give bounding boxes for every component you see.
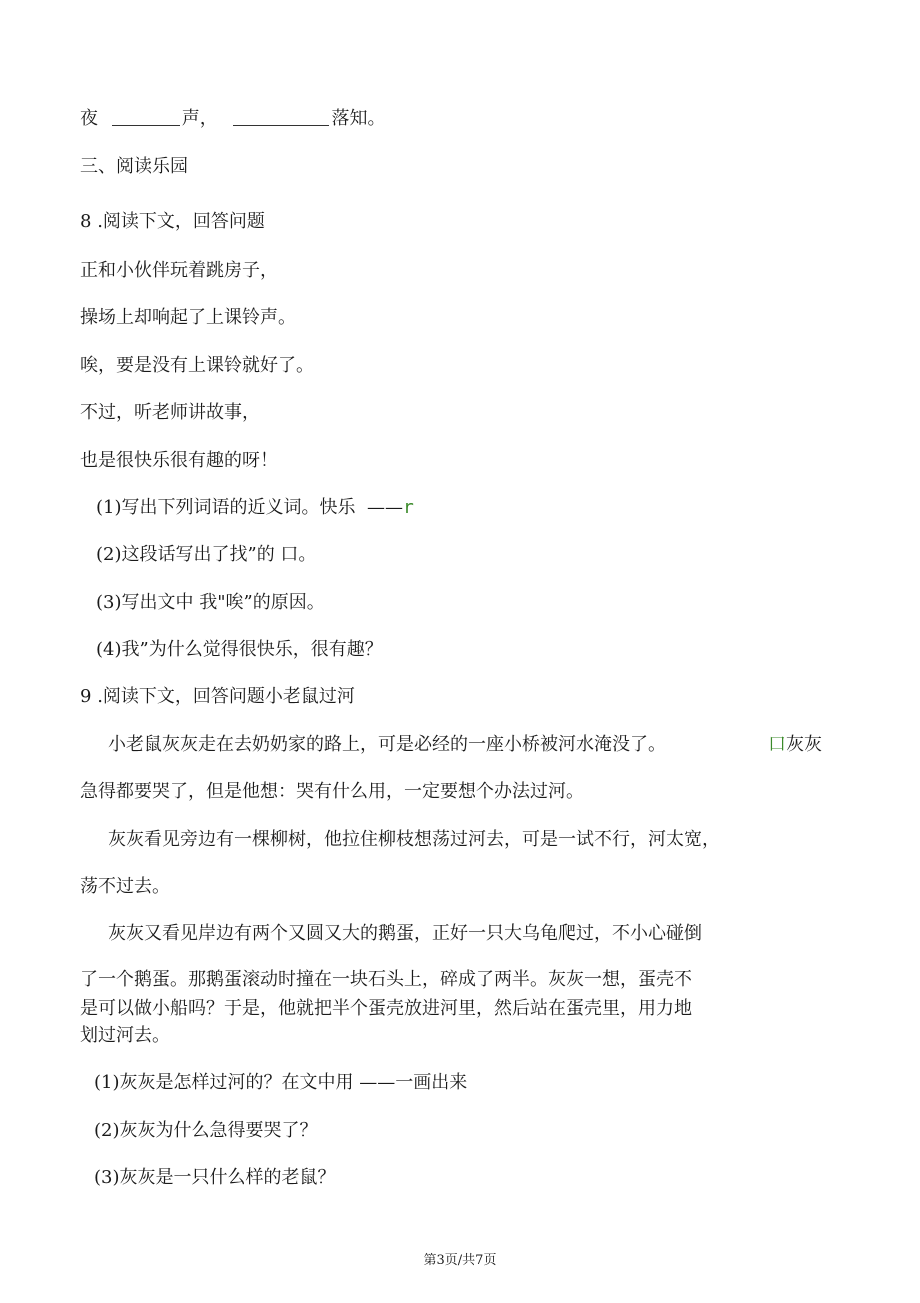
q8-sub-2: (2)这段话写出了找”的 口。 [96, 544, 317, 565]
q9-sub-3: (3)灰灰是一只什么样的老鼠？ [94, 1167, 336, 1188]
paragraph-text: 灰灰 [786, 734, 822, 755]
fill-blank-2[interactable] [233, 109, 329, 126]
poem-word-a: 夜 [80, 108, 98, 129]
poem-line: 操场上却响起了上课铃声。 [80, 307, 296, 328]
q8-sub-4: (4)我”为什么觉得很快乐，很有趣？ [96, 639, 383, 660]
q8-sub-3: (3)写出文中 我"唉”的原因。 [96, 592, 325, 613]
question-number: 8 [80, 211, 92, 232]
question-number: 9 [80, 686, 92, 707]
paragraph-line: 是可以做小船吗？于是，他就把半个蛋壳放进河里，然后站在蛋壳里，用力地 [80, 998, 692, 1019]
question-8-stem [80, 210, 265, 234]
q8-sub-1 [96, 496, 414, 520]
fill-blank-1[interactable] [112, 109, 180, 126]
paragraph-line: 灰灰看见旁边有一棵柳树，他拉住柳枝想荡过河去，可是一试不行，河太宽， [108, 829, 720, 850]
page-number: 第3页/共7页 [423, 1253, 497, 1268]
paragraph-line: 灰灰又看见岸边有两个又圆又大的鹅蛋，正好一只大乌龟爬过，不小心碰倒 [108, 923, 702, 944]
poem-word-b: 声， [181, 108, 218, 129]
paragraph-line-tail [768, 733, 822, 757]
section-heading: 三、阅读乐园 [80, 156, 188, 177]
paragraph-line: 荡不过去。 [80, 876, 170, 897]
poem-line: 不过，听老师讲故事， [80, 402, 260, 423]
paragraph-line: 划过河去。 [80, 1025, 170, 1046]
sub-question-text: (1)写出下列词语的近义词。快乐 [96, 497, 356, 518]
question-text: .阅读下文，回答问题 [97, 211, 265, 232]
answer-mark: r [402, 497, 414, 518]
poem-line: 也是很快乐很有趣的呀！ [80, 450, 278, 471]
question-9-stem [80, 685, 355, 709]
paragraph-line: 了一个鹅蛋。那鹅蛋滚动时撞在一块石头上，碎成了两半。灰灰一想，蛋壳不 [80, 969, 692, 990]
poem-line-end [80, 107, 385, 131]
poem-word-c: 落知。 [331, 108, 386, 129]
box-mark: 口 [768, 734, 786, 755]
poem-line: 唉，要是没有上课铃就好了。 [80, 355, 314, 376]
question-text: .阅读下文，回答问题小老鼠过河 [97, 686, 355, 707]
q9-sub-1: (1)灰灰是怎样过河的？在文中用 ——一画出来 [94, 1072, 468, 1093]
poem-line: 正和小伙伴玩着跳房子， [80, 260, 278, 281]
dash-mark: —— [366, 497, 403, 518]
paragraph-line: 小老鼠灰灰走在去奶奶家的路上，可是必经的一座小桥被河水淹没了。 [108, 734, 666, 755]
q9-sub-2: (2)灰灰为什么急得要哭了？ [94, 1120, 318, 1141]
paragraph-line: 急得都要哭了，但是他想：哭有什么用，一定要想个办法过河。 [80, 781, 584, 802]
